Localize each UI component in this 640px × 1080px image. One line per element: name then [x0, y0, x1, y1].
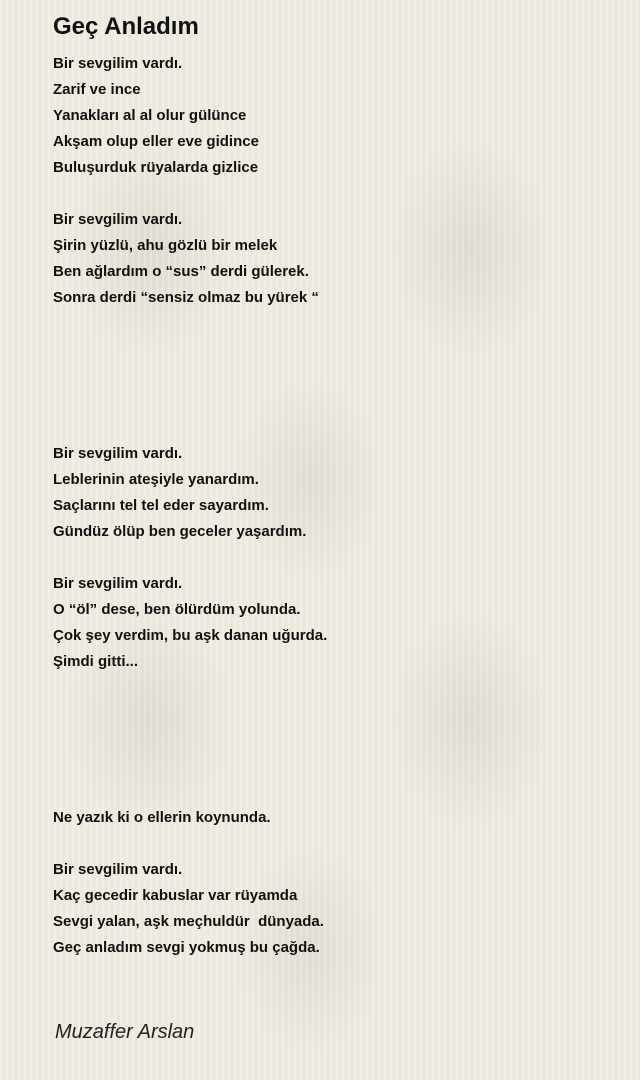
poem-line: O “öl” dese, ben ölürdüm yolunda. [53, 601, 301, 618]
poem-line: Şirin yüzlü, ahu gözlü bir melek [53, 237, 278, 254]
poem-line: Akşam olup eller eve gidince [53, 133, 259, 150]
poem-line: Gündüz ölüp ben geceler yaşardım. [53, 523, 307, 540]
poem-author: Muzaffer Arslan [55, 1021, 195, 1043]
poem-line: Buluşurduk rüyalarda gizlice [53, 159, 259, 176]
poem-line: Geç anladım sevgi yokmuş bu çağda. [53, 939, 320, 956]
stanza-break [53, 675, 613, 701]
poem-line: Ne yazık ki o ellerin koynunda. [53, 809, 271, 826]
poem-line: Bir sevgilim vardı. [53, 211, 183, 228]
stanza-break [53, 779, 613, 805]
poem-line: Yanakları al al olur gülünce [53, 107, 247, 124]
poem-line: Sonra derdi “sensiz olmaz bu yürek “ [53, 289, 319, 306]
stanza-break [53, 545, 613, 571]
poem-line: Bir sevgilim vardı. [53, 55, 183, 72]
stanza-break [53, 181, 613, 207]
poem-body [53, 51, 613, 961]
stanza-break [53, 389, 613, 415]
stanza-break [53, 363, 613, 389]
stanza-break [53, 831, 613, 857]
stanza-break [53, 701, 613, 727]
poem-line: Leblerinin ateşiyle yanardım. [53, 471, 259, 488]
poem-line: Kaç gecedir kabuslar var rüyamda [53, 887, 298, 904]
poem-line: Bir sevgilim vardı. [53, 445, 183, 462]
poem-line: Bir sevgilim vardı. [53, 861, 183, 878]
poem-line: Zarif ve ince [53, 81, 141, 98]
stanza-break [53, 415, 613, 441]
stanza-break [53, 727, 613, 753]
stanza-break [53, 753, 613, 779]
poem-line: Şimdi gitti... [53, 653, 138, 670]
poem-line: Saçlarını tel tel eder sayardım. [53, 497, 269, 514]
poem-line: Ben ağlardım o “sus” derdi gülerek. [53, 263, 309, 280]
poem-line: Çok şey verdim, bu aşk danan uğurda. [53, 627, 328, 644]
poem-line: Bir sevgilim vardı. [53, 575, 183, 592]
stanza-break [53, 311, 613, 337]
poem-line: Sevgi yalan, aşk meçhuldür dünyada. [53, 913, 324, 930]
stanza-break [53, 337, 613, 363]
poem-title: Geç Anladım [53, 13, 199, 40]
